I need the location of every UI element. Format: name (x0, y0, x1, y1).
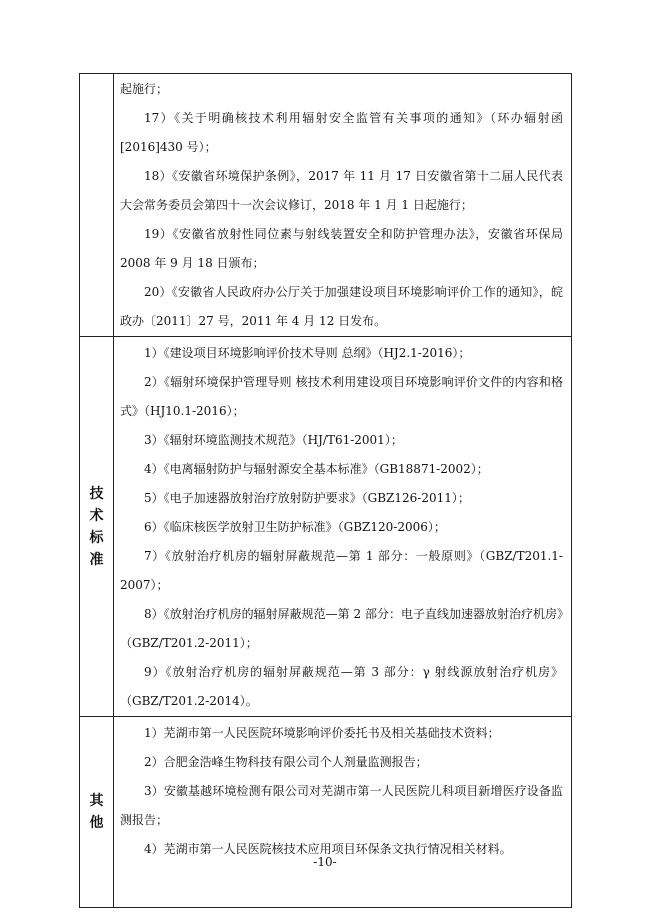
basis-table (79, 73, 572, 908)
other-item: 3）安徽基越环境检测有限公司对芜湖市第一人民医院儿科项目新增医疗设备监测报告； (120, 784, 563, 827)
tech-standards-label (80, 337, 114, 717)
regulations-content (114, 74, 572, 337)
regulation-item: 18）《安徽省环境保护条例》，2017 年 11 月 17 日安徽省第十二届人民代表大会常务委员会第四十一次会议修订，2018 年 1 月 1 日起施行； (120, 169, 563, 212)
standard-item: 7）《放射治疗机房的辐射屏蔽规范—第 1 部分：一般原则》（GBZ/T201.1-2007）； (120, 549, 563, 592)
regulations-row (80, 74, 572, 337)
others-content (114, 717, 572, 908)
standard-item: 9）《放射治疗机房的辐射屏蔽规范—第 3 部分：γ 射线源放射治疗机房》（GBZ/T201.2-2014）。 (120, 665, 563, 708)
page-number: -10- (313, 855, 337, 869)
standard-item: 5）《电子加速器放射治疗放射防护要求》（GBZ126-2011）； (144, 491, 470, 505)
standard-item: 4）《电离辐射防护与辐射源安全基本标准》（GB18871-2002）； (144, 462, 489, 476)
label-char: 准 (89, 551, 104, 568)
others-label (80, 717, 114, 908)
standard-item: 6）《临床核医学放射卫生防护标准》（GBZ120-2006）； (144, 520, 446, 534)
other-item: 1）芜湖市第一人民医院环境影响评价委托书及相关基础技术资料； (144, 726, 500, 740)
label-char: 他 (89, 815, 104, 831)
standard-item: 3）《辐射环境监测技术规范》（HJ/T61-2001）； (144, 433, 403, 447)
standard-item: 1）《建设项目环境影响评价技术导则 总纲》（HJ2.1-2016）； (144, 346, 471, 360)
standard-item: 8）《放射治疗机房的辐射屏蔽规范—第 2 部分：电子直线加速器放射治疗机房》（GBZ/T201.2-2011）； (120, 607, 563, 650)
label-char: 标 (89, 529, 104, 546)
other-item: 4）芜湖市第一人民医院核技术应用项目环保条文执行情况相关材料。 (144, 842, 512, 856)
regulation-item: 19）《安徽省放射性同位素与射线装置安全和防护管理办法》，安徽省环保局 2008 年 9 月 18 日颁布； (120, 227, 563, 270)
label-char: 技 (89, 485, 104, 502)
standard-item: 2）《辐射环境保护管理导则 核技术利用建设项目环境影响评价文件的内容和格式》（HJ10.1-2016）； (120, 375, 563, 418)
label-char: 其 (89, 793, 104, 809)
tech-standards-content (114, 337, 572, 717)
label-char: 术 (89, 507, 104, 524)
tech-standards-row (80, 337, 572, 717)
other-item: 2）合肥金浩峰生物科技有限公司个人剂量监测报告； (144, 755, 428, 769)
others-row (80, 717, 572, 908)
regulation-item: 起施行； (120, 82, 169, 96)
regulation-item: 20）《安徽省人民政府办公厅关于加强建设项目环境影响评价工作的通知》，皖政办〔2011〕27 号，2011 年 4 月 12 日发布。 (120, 285, 563, 328)
regulation-item: 17）《关于明确核技术利用辐射安全监管有关事项的通知》（环办辐射函[2016]430 号）； (120, 111, 563, 154)
regulations-label-cell (80, 74, 114, 337)
